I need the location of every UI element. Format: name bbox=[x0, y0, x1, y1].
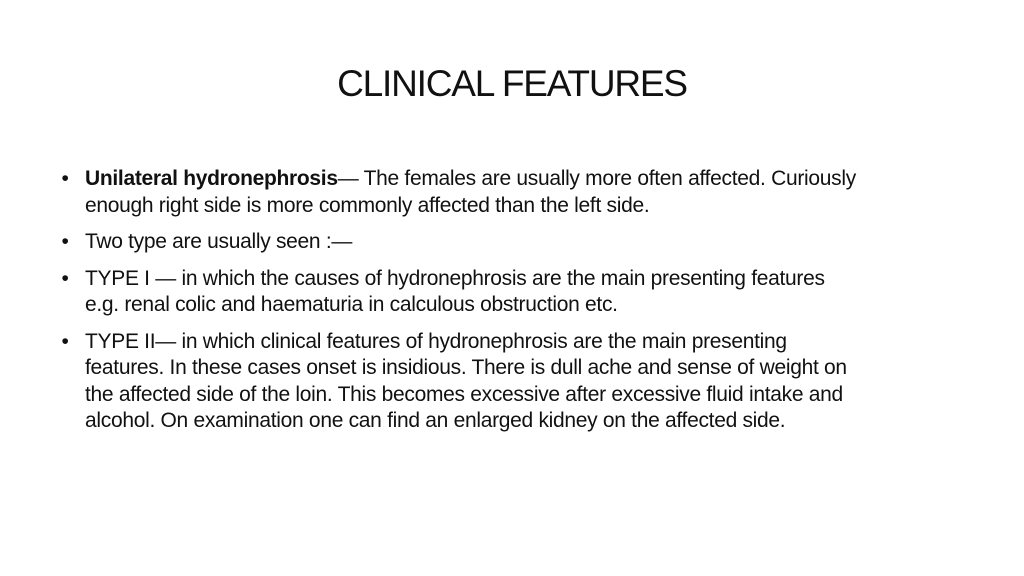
bullet-dot: • bbox=[61, 329, 69, 353]
bullet-dot: • bbox=[61, 167, 69, 190]
bullet-lead: Unilateral hydronephrosis bbox=[85, 167, 338, 190]
bullet-text: TYPE I — in which the causes of hydronephrosis are the main presenting features e.g. renal colic and haematuria in calculous obstruction etc. bbox=[85, 266, 825, 316]
bullet-dot: • bbox=[61, 230, 69, 253]
bullet-dot: • bbox=[61, 266, 69, 290]
bullet-text: — The females are usually more often affected. Curiously enough right side is more commonly affected than the left side. bbox=[85, 167, 856, 217]
bullet-text: TYPE II— in which clinical features of hydronephrosis are the main presenting features. In these cases onset is insidious. There is dull ache and sense of weight on the affected side of the loin. This becomes excessive after excessive fluid intake and alcohol. On examination one can find an enlarged kidney on the affected side. bbox=[85, 329, 847, 432]
bullet-item-type-2 bbox=[58, 329, 858, 435]
slide-title: CLINICAL FEATURES bbox=[337, 63, 687, 104]
bullet-item-two-types bbox=[58, 229, 858, 256]
bullet-text: Two type are usually seen :— bbox=[85, 230, 353, 253]
bullet-list bbox=[58, 166, 858, 445]
bullet-item-unilateral bbox=[58, 166, 858, 219]
bullet-item-type-1 bbox=[58, 266, 858, 319]
